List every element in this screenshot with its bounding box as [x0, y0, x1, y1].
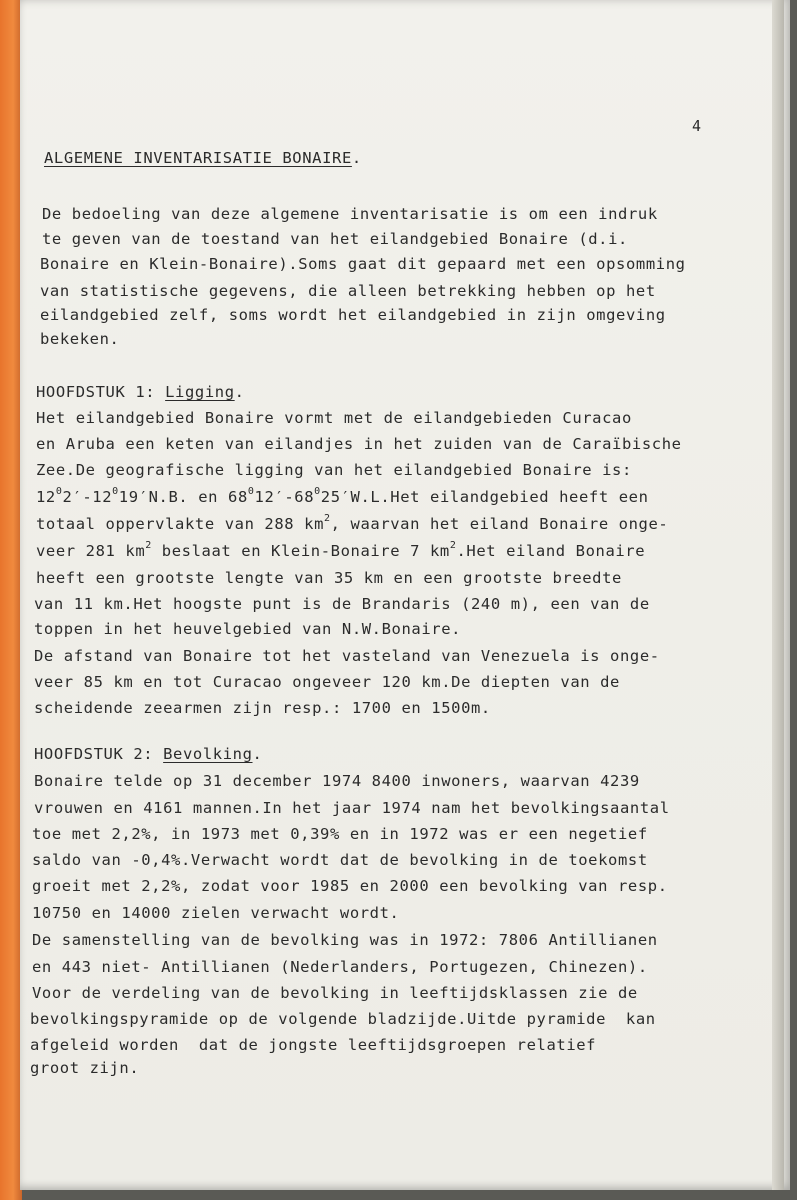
chapter-2-line: groeit met 2,2%, zodat voor 1985 en 2000 een bevolking van resp.: [32, 877, 668, 895]
title-text: ALGEMENE INVENTARISATIE BONAIRE: [44, 149, 352, 167]
title-suffix: .: [351, 149, 362, 167]
chapter-2-prefix: HOOFDSTUK 2:: [34, 745, 164, 763]
chapter-2-line: De samenstelling van de bevolking was in 1972: 7806 Antillianen: [32, 931, 658, 949]
chapter-2-line: 10750 en 14000 zielen verwacht wordt.: [32, 904, 400, 922]
chapter-1-line: veer 85 km en tot Curacao ongeveer 120 km.De diepten van de: [34, 673, 620, 691]
intro-line: van statistische gegevens, die alleen betrekking hebben op het: [40, 282, 656, 300]
orange-binding-strip: [0, 0, 22, 1200]
chapter-1-line: $12^02'-12^019'N.B$. en $68^012'-68^025'W.L.Het$ eilandgebied heeft een: [36, 485, 649, 506]
chapter-2-line: Voor de verdeling van de bevolking in leeftijdsklassen zie de: [32, 984, 638, 1002]
chapter-2-line: bevolkingspyramide op de volgende bladzijde.Uitde pyramide kan: [30, 1010, 656, 1028]
chapter-1-line: De afstand van Bonaire tot het vasteland van Venezuela is onge-: [34, 647, 660, 665]
chapter-1-line: totaal oppervlakte van 288 $km^2$, waarvan het eiland Bonaire onge-: [36, 512, 669, 533]
chapter-2-line: afgeleid worden dat de jongste leeftijdsgroepen relatief: [30, 1036, 597, 1054]
chapter-2-title: Bevolking: [163, 745, 253, 763]
chapter-2-line: en 443 niet- Antillianen (Nederlanders, Portugezen, Chinezen).: [32, 958, 648, 976]
chapter-1-line: van 11 km.Het hoogste punt is de Brandaris (240 m), een van de: [34, 595, 650, 613]
page-edge: [772, 0, 784, 1190]
chapter-1-line: en Aruba een keten van eilandjes in het zuiden van de Caraïbische: [36, 435, 682, 453]
intro-line: De bedoeling van deze algemene inventarisatie is om een indruk: [42, 205, 658, 223]
intro-line: eilandgebied zelf, soms wordt het eilandgebied in zijn omgeving: [40, 306, 666, 324]
document-title: [44, 148, 362, 168]
chapter-1-suffix: .: [234, 383, 245, 401]
chapter-2-line: toe met 2,2%, in 1973 met 0,39% en in 1972 was er een negetief: [32, 825, 648, 843]
chapter-2-line: Bonaire telde op 31 december 1974 8400 inwoners, waarvan 4239: [34, 772, 640, 790]
chapter-1-line: Het eilandgebied Bonaire vormt met de eilandgebieden Curacao: [36, 409, 632, 427]
chapter-1-line: veer 281 $km^2$ beslaat en Klein-Bonaire 7 $km^2.Het$ eiland Bonaire: [36, 539, 646, 560]
chapter-1-heading: [36, 382, 245, 402]
chapter-2-line: groot zijn.: [30, 1059, 140, 1077]
intro-line: te geven van de toestand van het eilandgebied Bonaire (d.i.: [42, 230, 628, 248]
chapter-1-line: heeft een grootste lengte van 35 km en een grootste breedte: [36, 569, 622, 587]
intro-line: bekeken.: [40, 330, 120, 348]
chapter-1-line: Zee.De geografische ligging van het eilandgebied Bonaire is:: [36, 461, 632, 479]
chapter-2-line: vrouwen en 4161 mannen.In het jaar 1974 nam het bevolkingsaantal: [34, 799, 670, 817]
chapter-2-line: saldo van -0,4%.Verwacht wordt dat de bevolking in de toekomst: [32, 851, 648, 869]
chapter-1-title: Ligging: [165, 383, 235, 401]
chapter-1-line: toppen in het heuvelgebied van N.W.Bonaire.: [34, 620, 462, 638]
page-number: 4: [692, 117, 702, 135]
chapter-2-suffix: .: [252, 745, 263, 763]
intro-line: Bonaire en Klein-Bonaire).Soms gaat dit gepaard met een opsomming: [40, 255, 686, 273]
chapter-2-heading: [34, 744, 262, 764]
chapter-1-line: scheidende zeearmen zijn resp.: 1700 en 1500m.: [34, 699, 491, 717]
chapter-1-prefix: HOOFDSTUK 1:: [36, 383, 166, 401]
